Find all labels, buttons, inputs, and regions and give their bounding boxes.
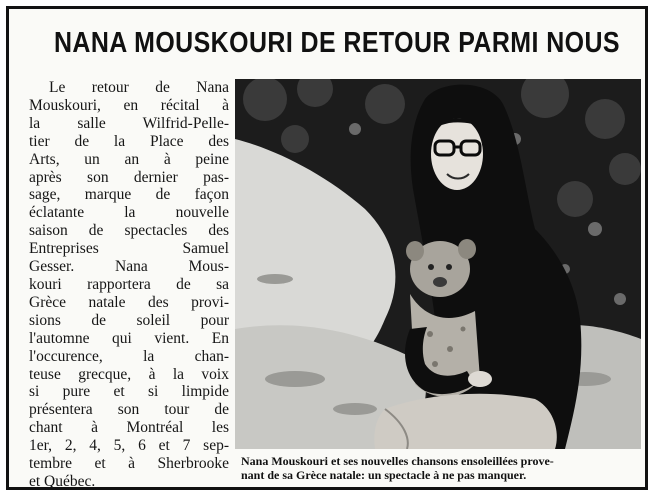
body-line: tier de la Place des [29, 132, 229, 150]
body-line: et Québec. [29, 472, 96, 490]
body-line: teuse grecque, à la voix [29, 365, 229, 383]
body-line: sage, marque de façon [29, 186, 229, 204]
body-line: Grèce natale des provi- [29, 293, 229, 311]
caption-line: nant de sa Grèce natale: un spectacle à ne pas manquer. [241, 468, 527, 482]
body-line: Arts, un an à peine [29, 150, 229, 168]
body-line: saison de spectacles des [29, 222, 229, 240]
body-line: après son dernier pas- [29, 168, 229, 186]
body-line: kouri rapportera de sa [29, 275, 229, 293]
headline: NANA MOUSKOURI DE RETOUR PARMI NOUS [53, 27, 621, 59]
body-line: sions de soleil pour [29, 311, 229, 329]
body-line: chant à Montréal les [29, 419, 229, 437]
body-line: éclatante la nouvelle [29, 204, 229, 222]
body-line: la salle Wilfrid-Pelle- [29, 114, 229, 132]
body-line: si pure et si limpide [29, 383, 229, 401]
photo-illustration [235, 79, 641, 449]
body-line: l'occurence, la chan- [29, 347, 229, 365]
body-line: Mouskouri, en récital à [29, 96, 229, 114]
body-line: 1er, 2, 4, 5, 6 et 7 sep- [29, 437, 229, 455]
newspaper-clipping [6, 6, 648, 490]
caption-line: Nana Mouskouri et ses nouvelles chansons ensoleillées prove- [241, 454, 554, 468]
body-line: tembre et à Sherbrooke [29, 455, 229, 473]
article-body [29, 79, 229, 491]
body-line: Entreprises Samuel [29, 240, 229, 258]
article-photo [235, 79, 641, 449]
body-line: Le retour de Nana [49, 79, 229, 96]
body-line: l'automne qui vient. En [29, 329, 229, 347]
body-line: présentera son tour de [29, 401, 229, 419]
photo-caption [241, 454, 641, 482]
body-line: Gesser. Nana Mous- [29, 258, 229, 276]
